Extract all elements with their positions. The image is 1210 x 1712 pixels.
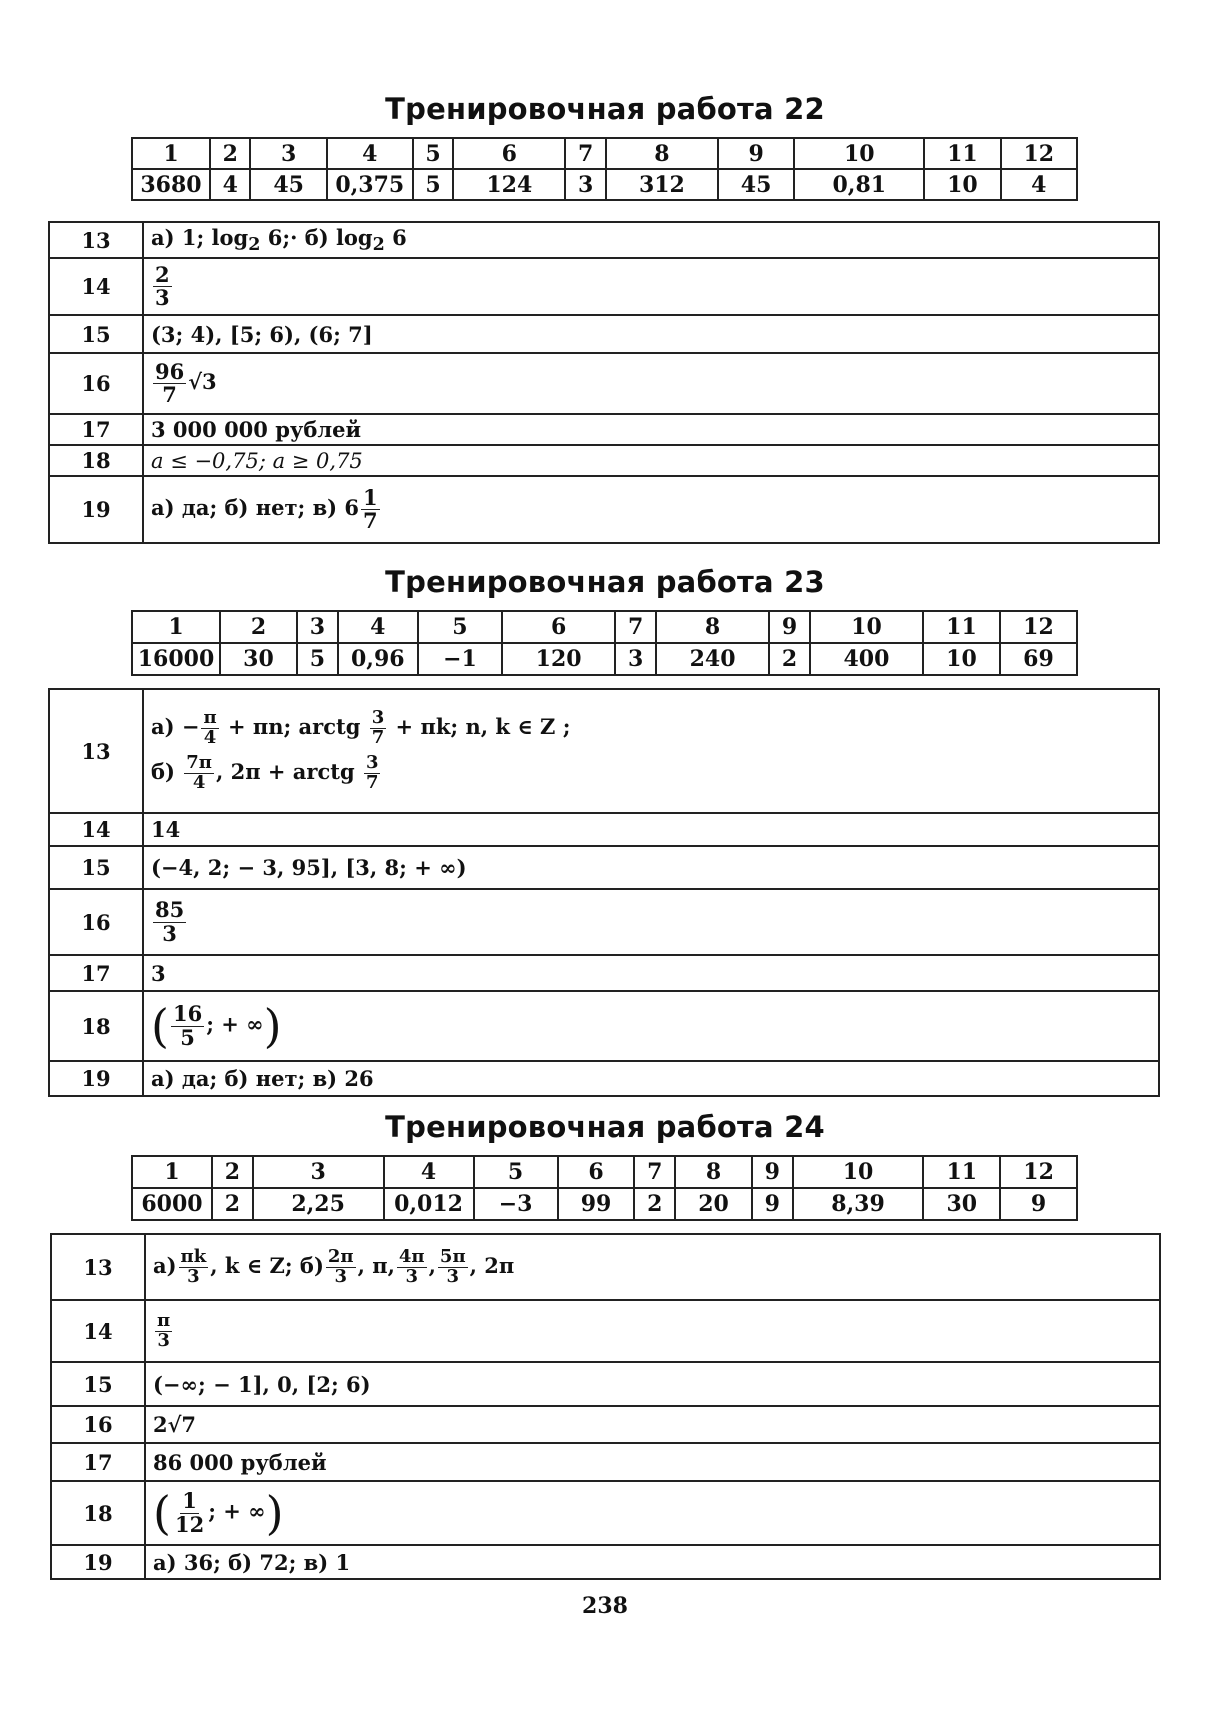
long-row [49,955,1159,991]
numerator: 2 [155,262,170,288]
fraction [201,709,218,748]
numerator: 3 [365,752,379,773]
short-header-cell: 9 [752,1156,793,1188]
short-answer-row [132,169,1077,200]
short-answer-cell: 4 [1001,169,1077,200]
work-22-title: Тренировочная работа 22 [385,92,825,126]
open-paren: ( [153,1486,171,1540]
answer-text: а) да; б) нет; в) 6 [151,495,360,521]
answer-text: ; + ∞ [208,1498,266,1524]
task-number: 15 [49,315,143,353]
short-header-cell: 8 [656,611,769,643]
task-answer: (−∞; − 1], 0, [2; 6) [145,1362,1160,1406]
short-header-cell: 9 [769,611,810,643]
numerator: πk [180,1245,207,1267]
work-23-short-table [131,610,1078,676]
short-answer-cell: 8,39 [793,1188,924,1220]
answer-text: + πn; arctg [220,714,368,740]
task-answer: (−4, 2; − 3, 95], [3, 8; + ∞) [143,846,1159,889]
denominator: 7 [365,771,379,793]
short-answer-cell: 2,25 [253,1188,384,1220]
denominator: 5 [180,1024,195,1050]
long-row [49,991,1159,1061]
short-answer-cell: 312 [606,169,718,200]
task-number: 15 [49,846,143,889]
short-header-cell: 10 [810,611,923,643]
denominator: 3 [334,1265,347,1287]
task-number: 19 [49,1061,143,1096]
short-header-cell: 10 [794,138,924,169]
long-row [51,1481,1160,1545]
short-header-cell: 3 [250,138,326,169]
long-row [49,315,1159,353]
task-answer: (3; 4), [5; 6), (6; 7] [143,315,1159,353]
short-header-cell: 9 [718,138,794,169]
long-row [49,445,1159,476]
task-number: 18 [51,1481,145,1545]
task-number: 13 [49,222,143,258]
task-number: 16 [49,889,143,955]
answer-line-b [151,754,1151,793]
log-base: 2 [372,235,385,256]
task-answer [143,258,1159,315]
short-header-cell: 7 [565,138,605,169]
task-number: 19 [49,476,143,543]
short-answer-cell: 45 [718,169,794,200]
answer-text: б) [151,758,183,784]
task-answer: 2√7 [145,1406,1160,1443]
short-header-cell: 6 [453,138,565,169]
work-23-long-table [48,688,1160,1097]
short-answer-cell: 30 [923,1188,1000,1220]
short-header-cell: 1 [132,138,210,169]
long-row [49,889,1159,955]
work-23-title: Тренировочная работа 23 [385,565,825,599]
short-header-cell: 8 [606,138,718,169]
denominator: 3 [405,1265,419,1287]
short-answer-cell: 10 [924,169,1000,200]
denominator: 4 [203,727,217,749]
task-answer: 86 000 рублей [145,1443,1160,1481]
long-row [49,813,1159,846]
short-header-cell: 2 [210,138,250,169]
short-answer-cell: 45 [250,169,326,200]
task-number: 18 [49,445,143,476]
short-header-row [132,1156,1077,1188]
long-row [49,846,1159,889]
short-header-cell: 6 [558,1156,635,1188]
short-header-cell: 11 [923,1156,1000,1188]
fraction [361,487,380,532]
close-paren: ) [263,999,282,1053]
short-answer-cell: 9 [1000,1188,1077,1220]
denominator: 3 [155,285,170,311]
short-answer-cell: 30 [220,643,297,675]
task-answer [143,991,1159,1061]
short-answer-cell: 0,375 [327,169,413,200]
task-answer [143,689,1159,813]
answer-text: а) − [151,714,200,740]
task-answer: 3 [143,955,1159,991]
answer-text: 6 [384,225,407,250]
short-answer-cell: 3 [615,643,656,675]
short-header-cell: 12 [1000,1156,1077,1188]
long-row [49,414,1159,445]
short-answer-cell: 3680 [132,169,210,200]
short-header-cell: 7 [615,611,656,643]
short-answer-cell: −1 [418,643,502,675]
denominator: 7 [371,727,385,749]
fraction [397,1245,427,1287]
fraction [438,1245,468,1287]
task-number: 17 [49,955,143,991]
short-answer-cell: 20 [675,1188,752,1220]
short-answer-row [132,1188,1077,1220]
denominator: 4 [192,771,206,793]
task-answer [143,476,1159,543]
numerator: 3 [371,707,385,729]
denominator: 12 [174,1511,205,1537]
short-header-cell: 4 [384,1156,474,1188]
short-header-cell: 1 [132,611,220,643]
task-number: 13 [51,1234,145,1300]
numerator: 2π [327,1245,354,1267]
task-number: 13 [49,689,143,813]
long-row [49,689,1159,813]
task-answer: а) да; б) нет; в) 26 [143,1061,1159,1096]
numerator: 85 [155,897,185,923]
short-answer-cell: 2 [634,1188,675,1220]
short-header-cell: 11 [923,611,1000,643]
task-number: 18 [49,991,143,1061]
answer-text: 6;· б) log [260,225,373,250]
close-paren: ) [265,1486,284,1540]
numerator: 1 [363,485,378,511]
short-header-cell: 8 [675,1156,752,1188]
task-number: 15 [51,1362,145,1406]
numerator: 7π [186,752,212,773]
long-row [49,258,1159,315]
short-header-cell: 1 [132,1156,212,1188]
short-header-cell: 2 [220,611,297,643]
short-answer-cell: 69 [1000,643,1077,675]
long-row [49,222,1159,258]
fraction [153,361,186,406]
short-answer-cell: 124 [453,169,565,200]
answer-text: а) 1; log [151,225,249,250]
short-answer-cell: 240 [656,643,769,675]
short-header-cell: 3 [297,611,338,643]
task-number: 14 [51,1300,145,1362]
answer-text: , 2π + arctg [215,758,362,784]
long-row [51,1443,1160,1481]
fraction [364,754,381,793]
short-answer-cell: 4 [210,169,250,200]
task-number: 16 [49,353,143,414]
fraction [179,1245,209,1287]
fraction [173,1490,206,1535]
short-header-cell: 3 [253,1156,384,1188]
task-number: 14 [49,813,143,846]
task-answer [143,222,1159,258]
fraction [370,709,387,748]
long-row [49,476,1159,543]
task-answer [143,889,1159,955]
short-answer-cell: 0,012 [384,1188,474,1220]
numerator: π [203,707,217,729]
long-row [51,1300,1160,1362]
task-answer [145,1300,1160,1362]
short-header-cell: 10 [793,1156,924,1188]
task-number: 19 [51,1545,145,1579]
page-number: 238 [582,1593,628,1619]
short-header-cell: 2 [212,1156,253,1188]
short-header-cell: 4 [327,138,413,169]
short-header-cell: 6 [502,611,615,643]
task-number: 17 [51,1443,145,1481]
work-22-short-table [131,137,1078,201]
short-answer-cell: 16000 [132,643,220,675]
fraction [171,1003,204,1048]
short-answer-cell: 6000 [132,1188,212,1220]
short-answer-cell: 9 [752,1188,793,1220]
work-24-long-table [50,1233,1161,1580]
numerator: 4π [398,1245,425,1267]
answer-text: , π, [357,1252,395,1278]
short-header-cell: 7 [634,1156,675,1188]
denominator: 7 [162,382,177,408]
denominator: 3 [187,1265,200,1287]
open-paren: ( [151,999,169,1053]
task-answer: a ≤ −0,75; a ≥ 0,75 [143,445,1159,476]
long-row [51,1545,1160,1579]
task-number: 16 [51,1406,145,1443]
denominator: 3 [157,1329,170,1351]
short-header-row [132,138,1077,169]
short-answer-cell: 120 [502,643,615,675]
fraction [184,754,214,793]
answer-line-a [151,709,1151,748]
long-row [49,1061,1159,1096]
fraction [153,264,172,309]
task-number: 17 [49,414,143,445]
denominator: 3 [162,920,177,946]
long-row [51,1362,1160,1406]
task-answer: а) 36; б) 72; в) 1 [145,1545,1160,1579]
short-answer-cell: 2 [212,1188,253,1220]
task-answer [143,353,1159,414]
fraction [155,1309,172,1351]
work-24-title: Тренировочная работа 24 [385,1110,825,1144]
task-answer: 14 [143,813,1159,846]
answer-text: ; + ∞ [206,1011,264,1037]
short-header-cell: 12 [1001,138,1077,169]
numerator: 96 [155,359,185,385]
short-header-cell: 5 [474,1156,558,1188]
short-answer-cell: 99 [558,1188,635,1220]
fraction [153,899,186,944]
answer-text: , [428,1252,436,1278]
short-answer-cell: 2 [769,643,810,675]
short-header-cell: 5 [413,138,453,169]
short-header-cell: 4 [338,611,418,643]
short-header-row [132,611,1077,643]
short-answer-cell: 0,81 [794,169,924,200]
answer-text: + πk; n, k ∈ Z ; [388,714,571,740]
short-answer-cell: 0,96 [338,643,418,675]
answer-text: , k ∈ Z; б) [210,1252,324,1278]
fraction [326,1245,356,1287]
task-answer [145,1234,1160,1300]
denominator: 3 [446,1265,460,1287]
task-answer: 3 000 000 рублей [143,414,1159,445]
long-row [49,353,1159,414]
short-answer-cell: 3 [565,169,605,200]
numerator: 1 [182,1488,197,1514]
log-base: 2 [248,235,261,256]
short-header-cell: 12 [1000,611,1077,643]
task-answer [145,1481,1160,1545]
long-row [51,1234,1160,1300]
short-answer-cell: 10 [923,643,1000,675]
answer-text: , 2π [469,1252,515,1278]
numerator: 16 [172,1001,203,1027]
short-answer-row [132,643,1077,675]
work-22-long-table [48,221,1160,544]
work-24-short-table [131,1155,1078,1221]
short-header-cell: 11 [924,138,1000,169]
short-answer-cell: 400 [810,643,923,675]
answer-text: а) [153,1252,177,1278]
long-row [51,1406,1160,1443]
short-answer-cell: 5 [297,643,338,675]
task-number: 14 [49,258,143,315]
short-answer-cell: −3 [474,1188,558,1220]
short-header-cell: 5 [418,611,502,643]
short-answer-cell: 5 [413,169,453,200]
sqrt-expr: √3 [188,369,217,395]
denominator: 7 [363,508,378,534]
numerator: π [157,1309,171,1331]
numerator: 5π [439,1245,466,1267]
